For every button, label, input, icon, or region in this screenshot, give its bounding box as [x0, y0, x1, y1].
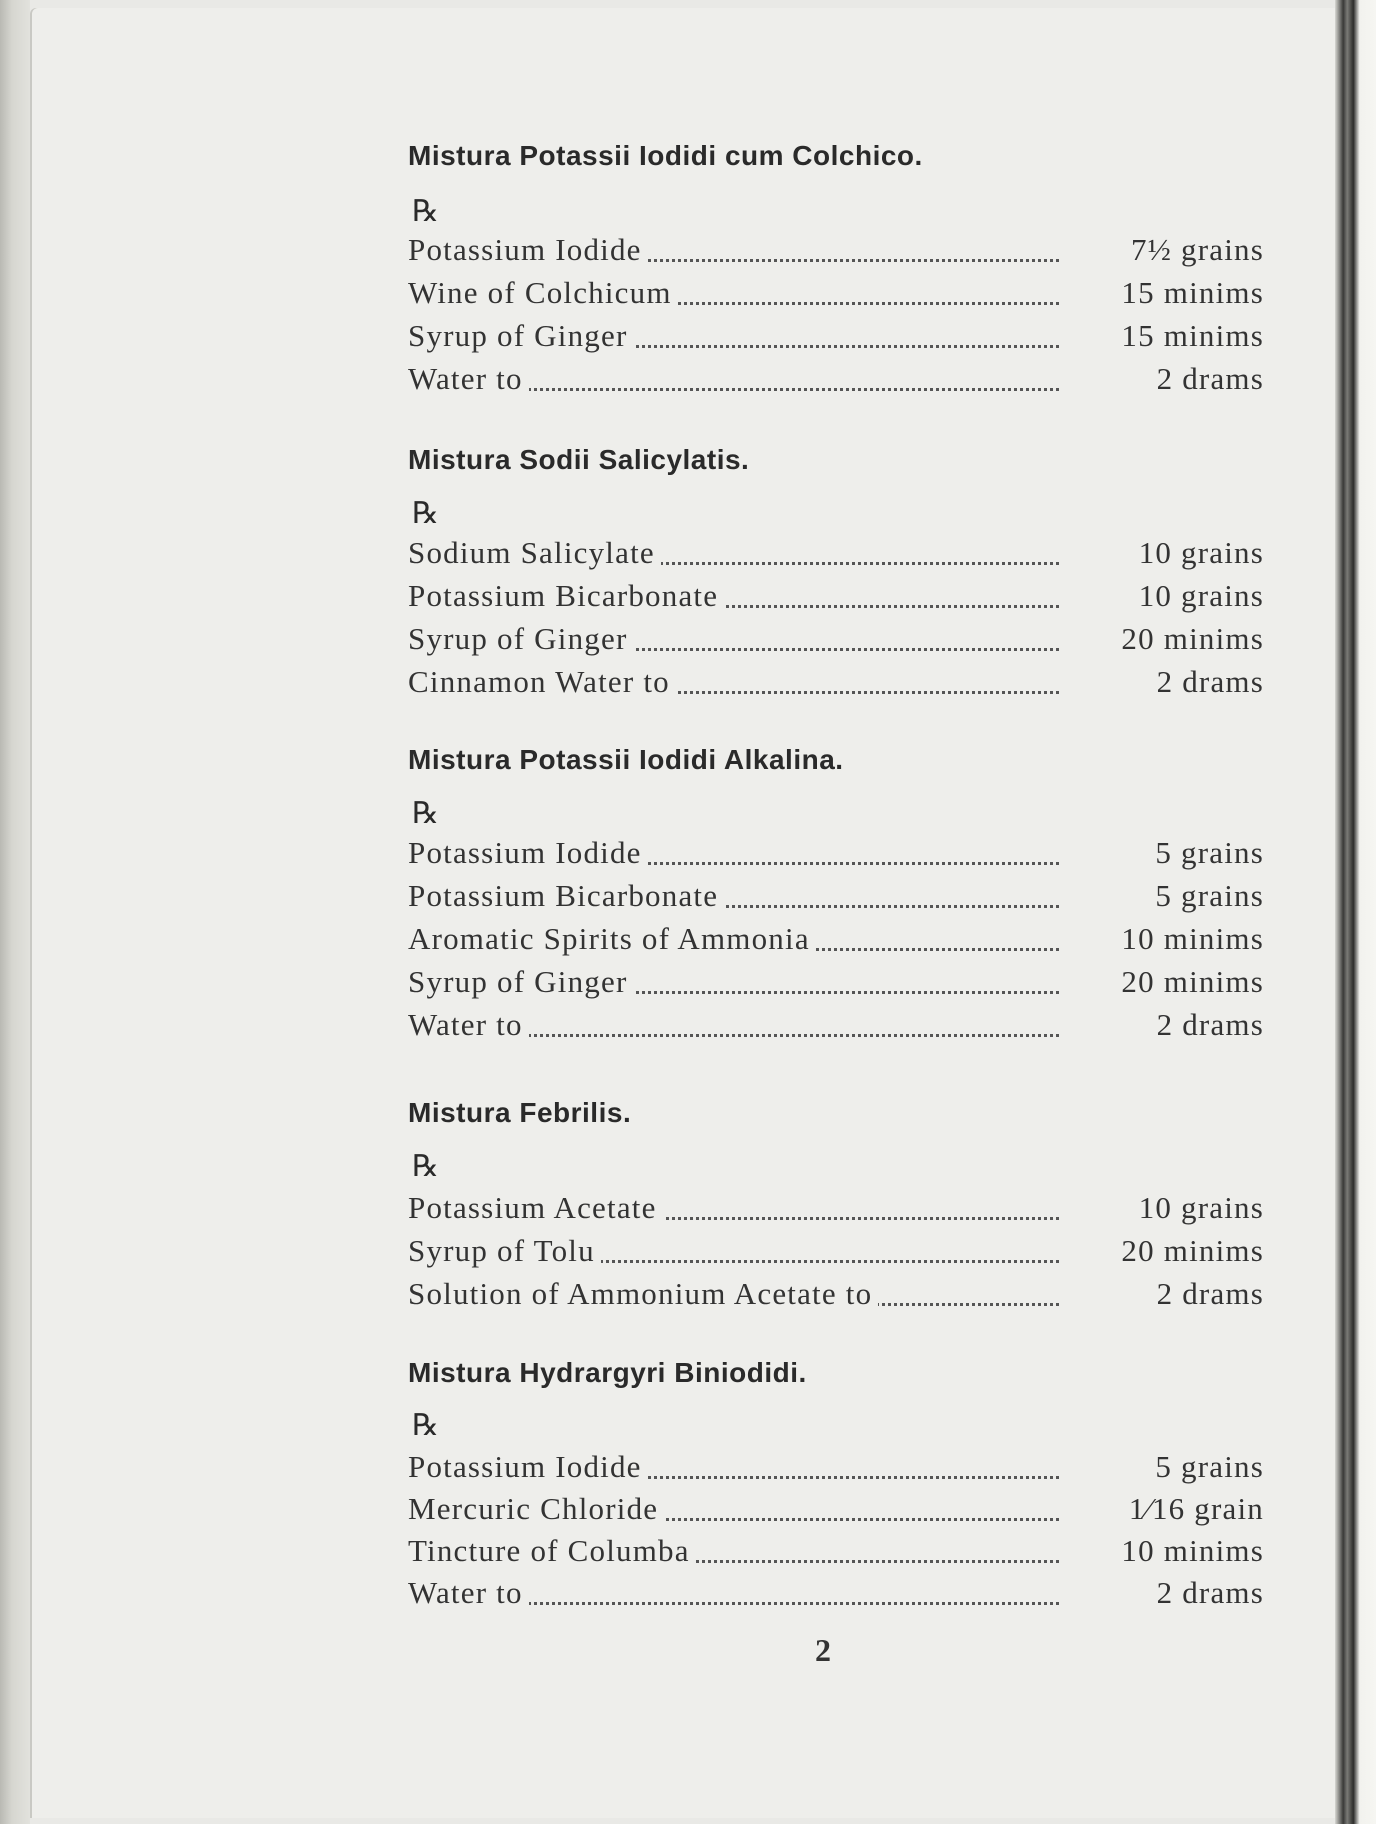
ingredient-quantity: 20 minims — [1121, 621, 1264, 656]
ingredient-name: Aromatic Spirits of Ammonia — [408, 921, 816, 957]
ingredient-name: Mercuric Chloride — [408, 1491, 664, 1527]
dot-leader — [468, 388, 1059, 391]
book-gutter — [0, 0, 30, 1824]
ingredient-row — [408, 232, 1264, 272]
ingredient-row — [408, 835, 1264, 875]
section-title: Mistura Sodii Salicylatis. — [408, 444, 750, 475]
ingredient-row — [408, 1575, 1264, 1615]
ingredient-quantity: 5 grains — [1155, 878, 1264, 913]
dot-leader — [468, 1034, 1059, 1037]
ingredient-row — [408, 964, 1264, 1004]
ingredient-name: Water to — [408, 1007, 529, 1043]
ingredient-quantity: 5 grains — [1155, 835, 1264, 870]
ingredient-quantity: 5 grains — [1155, 1449, 1264, 1484]
ingredient-row — [408, 318, 1264, 358]
ingredient-name: Syrup of Tolu — [408, 1233, 601, 1269]
ingredient-quantity: 2 drams — [1156, 1575, 1264, 1610]
recipe-symbol: ℞ — [412, 195, 439, 228]
ingredient-row — [408, 1491, 1264, 1531]
ingredient-row — [408, 1190, 1264, 1230]
ingredient-row — [408, 1533, 1264, 1573]
ingredient-row — [408, 921, 1264, 961]
ingredient-name: Water to — [408, 1575, 529, 1611]
ingredient-row — [408, 1449, 1264, 1489]
ingredient-name: Tincture of Columba — [408, 1533, 696, 1569]
ingredient-quantity: 10 grains — [1138, 1190, 1264, 1225]
ingredient-name: Cinnamon Water to — [408, 664, 676, 700]
ingredient-row — [408, 1233, 1264, 1273]
recipe-symbol: ℞ — [412, 497, 439, 530]
dot-leader — [468, 1602, 1059, 1605]
ingredient-name: Syrup of Ginger — [408, 621, 633, 657]
recipe-symbol: ℞ — [412, 1409, 439, 1442]
page-number: 2 — [815, 1632, 831, 1668]
section-title: Mistura Febrilis. — [408, 1097, 632, 1128]
page-edge — [1335, 0, 1376, 1824]
ingredient-row — [408, 1276, 1264, 1316]
ingredient-quantity: 10 minims — [1121, 921, 1264, 956]
ingredient-name: Wine of Colchicum — [408, 275, 678, 311]
section-title: Mistura Potassii Iodidi Alkalina. — [408, 744, 844, 775]
ingredient-quantity: 1⁄16 grain — [1128, 1491, 1264, 1526]
ingredient-name: Potassium Bicarbonate — [408, 578, 724, 614]
ingredient-quantity: 10 grains — [1138, 578, 1264, 613]
ingredient-name: Sodium Salicylate — [408, 535, 661, 571]
ingredient-quantity: 2 drams — [1156, 1007, 1264, 1042]
ingredient-row — [408, 578, 1264, 618]
ingredient-quantity: 20 minims — [1121, 964, 1264, 999]
ingredient-quantity: 15 minims — [1121, 275, 1264, 310]
ingredient-quantity: 2 drams — [1156, 361, 1264, 396]
ingredient-row — [408, 1007, 1264, 1047]
ingredient-row — [408, 275, 1264, 315]
ingredient-row — [408, 664, 1264, 704]
ingredient-name: Potassium Iodide — [408, 232, 648, 268]
ingredient-row — [408, 361, 1264, 401]
ingredient-name: Potassium Iodide — [408, 835, 648, 871]
ingredient-quantity: 7½ grains — [1130, 232, 1264, 267]
ingredient-name: Syrup of Ginger — [408, 318, 633, 354]
ingredient-row — [408, 621, 1264, 661]
ingredient-quantity: 15 minims — [1121, 318, 1264, 353]
ingredient-name: Potassium Iodide — [408, 1449, 648, 1485]
ingredient-quantity: 10 grains — [1138, 535, 1264, 570]
ingredient-row — [408, 878, 1264, 918]
section-title: Mistura Potassii Iodidi cum Colchico. — [408, 140, 923, 171]
ingredient-row — [408, 535, 1264, 575]
ingredient-quantity: 2 drams — [1156, 664, 1264, 699]
ingredient-quantity: 10 minims — [1121, 1533, 1264, 1568]
ingredient-name: Solution of Ammonium Acetate to — [408, 1276, 878, 1312]
ingredient-name: Potassium Bicarbonate — [408, 878, 724, 914]
ingredient-name: Syrup of Ginger — [408, 964, 633, 1000]
ingredient-quantity: 2 drams — [1156, 1276, 1264, 1311]
recipe-symbol: ℞ — [412, 1150, 439, 1183]
ingredient-name: Water to — [408, 361, 529, 397]
section-title: Mistura Hydrargyri Biniodidi. — [408, 1357, 807, 1388]
ingredient-quantity: 20 minims — [1121, 1233, 1264, 1268]
ingredient-name: Potassium Acetate — [408, 1190, 663, 1226]
recipe-symbol: ℞ — [412, 797, 439, 830]
